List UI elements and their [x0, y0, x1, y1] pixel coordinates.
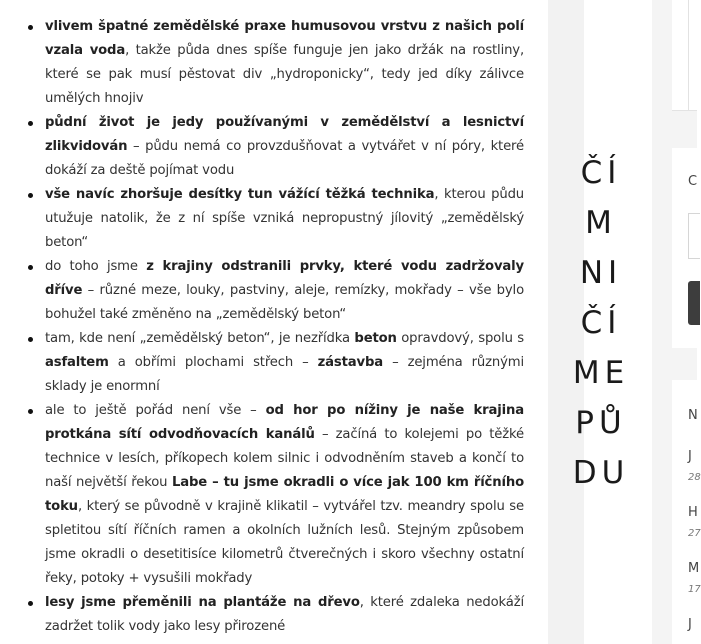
bold-text: lesy jsme přeměnili na plantáže na dřevo	[45, 595, 360, 610]
search-button[interactable]	[688, 281, 700, 325]
text-segment: do toho jsme	[45, 259, 147, 274]
vertical-heading-part-4: ČÍ	[580, 305, 622, 341]
vertical-heading-part-2: M	[585, 205, 617, 241]
bold-text: asfaltem	[45, 355, 109, 370]
text-segment: , které zdaleka nedokáží zadržet tolik vody jako lesy přirozené	[45, 595, 524, 634]
bold-text: od hor po nížiny je naše krajina protkána sítí odvodňovacích kanálů	[45, 403, 524, 442]
vertical-heading-part-5: ME	[572, 355, 630, 391]
text-segment: , takže půda dnes spíše funguje jen jako držák na rostliny, které se pak musí pěstovat div „hydroponicky“, tedy jed díky zálivce umělých hnojiv	[45, 43, 524, 106]
sidebar-post-date: 27	[688, 528, 701, 539]
article-list-item	[45, 591, 524, 639]
text-segment: a obřími plochami střech –	[108, 355, 318, 370]
article-list-item	[45, 111, 524, 183]
sidebar-post-date: 28	[688, 472, 701, 483]
bold-text: beton	[354, 331, 397, 346]
text-segment: opravdový, spolu s	[396, 331, 524, 346]
vertical-heading-part-1: ČÍ	[580, 155, 622, 191]
text-segment: – půdu nemá co provzdušňovat a vytvářet v ní póry, které dokáží za deště pojímat vodu	[45, 139, 524, 178]
vertical-heading-part-6: PŮ	[575, 405, 627, 441]
sidebar-widget-edge	[688, 0, 689, 110]
search-input[interactable]	[688, 213, 700, 259]
bold-text: Labe – tu jsme okradli o více jak 100 km říčního toku	[45, 475, 524, 514]
sidebar-post-title[interactable]: J	[688, 617, 692, 632]
vertical-heading	[560, 148, 642, 498]
sidebar-section-heading: N	[688, 408, 698, 423]
article-list-item	[45, 183, 524, 255]
text-segment: , kterou půdu utužuje natolik, že z ní spíše vzniká nepropustný jílovitý „zemědělský beton“	[45, 187, 524, 250]
article-bullet-list	[0, 15, 524, 639]
text-segment: , který se původně v krajině klikatil – vytvářel tzv. meandry spolu se spletitou sítí říčních ramen a okolních lužních lesů. Stejným způsobem jsme okradli o desetitisíce kilometrů čtverečných i skoro všechny ostatní řeky, potoky + vysušili mokřady	[45, 499, 524, 586]
article-list-item	[45, 255, 524, 327]
text-segment: tam, kde není „zemědělský beton“, je nezřídka	[45, 331, 355, 346]
bold-text: vše navíc zhoršuje desítky tun vážící těžká technika	[45, 187, 435, 202]
sidebar-top-widget	[672, 0, 697, 111]
article-list-item	[45, 399, 524, 591]
vertical-heading-part-7: DU	[572, 455, 630, 491]
text-segment: ale to ještě pořád není vše –	[45, 403, 266, 418]
article-list-item	[45, 327, 524, 399]
sidebar-post-date: 17	[688, 584, 701, 595]
sidebar-post-title[interactable]: M	[688, 561, 700, 576]
vertical-heading-part-3: NI	[579, 255, 623, 291]
text-segment: – začíná to kolejemi po těžké technice v lesích, příkopech kolem silnic i odvodněním staveb a končí to naší největší řekou	[45, 427, 524, 490]
bold-text: vlivem špatné zemědělské praxe humusovou vrstvu z našich polí vzala voda	[45, 19, 524, 58]
text-segment: – různé meze, louky, pastviny, aleje, remízky, mokřady – vše bylo bohužel také změněno na „zemědělský beton“	[45, 283, 524, 322]
sidebar-post-title[interactable]: H	[688, 505, 698, 520]
text-segment: – zejména různými sklady je enormní	[45, 355, 524, 394]
bold-text: z krajiny odstranili prvky, které vodu zadržovaly dříve	[45, 259, 524, 298]
sidebar-search-label: C	[688, 174, 698, 189]
bold-text: půdní život je jedy používanými v zemědělství a lesnictví zlikvidován	[45, 115, 524, 154]
article-list-item	[45, 15, 524, 111]
sidebar-post-title[interactable]: J	[688, 449, 692, 464]
bold-text: zástavba	[317, 355, 384, 370]
